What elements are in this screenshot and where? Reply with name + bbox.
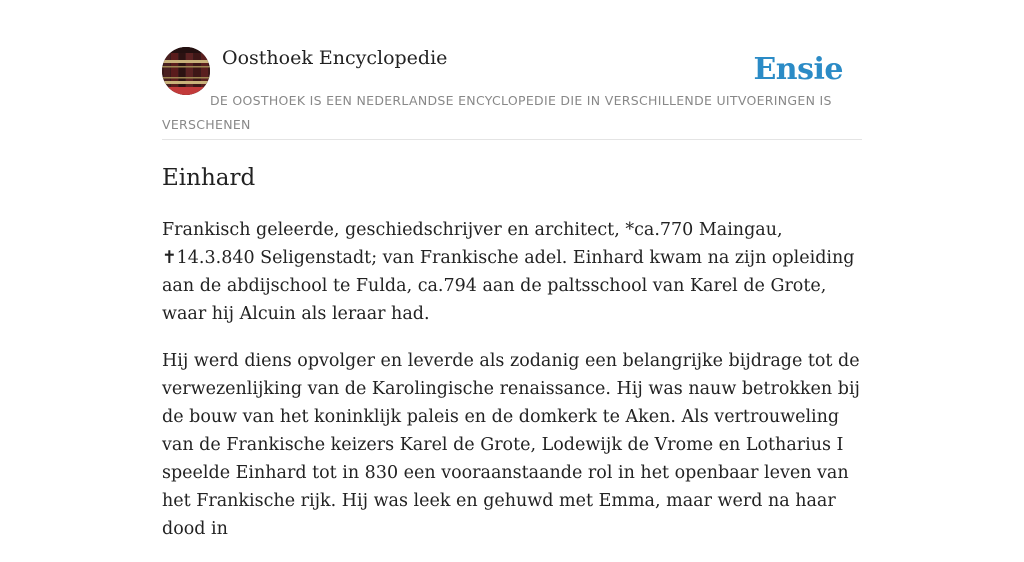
site-name-link[interactable]: Oosthoek Encyclopedie	[222, 47, 448, 69]
article-title: Einhard	[162, 165, 256, 191]
site-header	[162, 0, 862, 140]
page	[162, 0, 862, 562]
article-paragraph: Hij werd diens opvolger en leverde als zodanig een belangrijke bijdrage tot de verwezenlijking van de Karolingische renaissance. Hij was nauw betrokken bij de bouw van het koninklijk paleis en de domkerk te Aken. Als vertrouweling van de Frankische keizers Karel de Grote, Lodewijk de Vrome en Lotharius I speelde Einhard tot in 830 een vooraanstaande rol in het openbaar leven van het Frankische rijk. Hij was leek en gehuwd met Emma, maar werd na haar dood in	[162, 351, 860, 539]
article-paragraph: Frankisch geleerde, geschiedschrijver en architect, *ca.770 Maingau, ✝14.3.840 Seligenstadt; van Frankische adel. Einhard kwam na zijn opleiding aan de abdijschool te Fulda, ca.794 aan de paltsschool van Karel de Grote, waar hij Alcuin als leraar had.	[162, 220, 855, 324]
site-tagline: DE OOSTHOEK IS EEN NEDERLANDSE ENCYCLOPEDIE DIE IN VERSCHILLENDE UITVOERINGEN IS VERSCHENEN	[162, 93, 832, 132]
article-body	[162, 216, 862, 543]
encyclopedia-books-avatar-icon[interactable]	[162, 47, 210, 95]
ensie-logo-link[interactable]: Ensie	[753, 52, 843, 87]
